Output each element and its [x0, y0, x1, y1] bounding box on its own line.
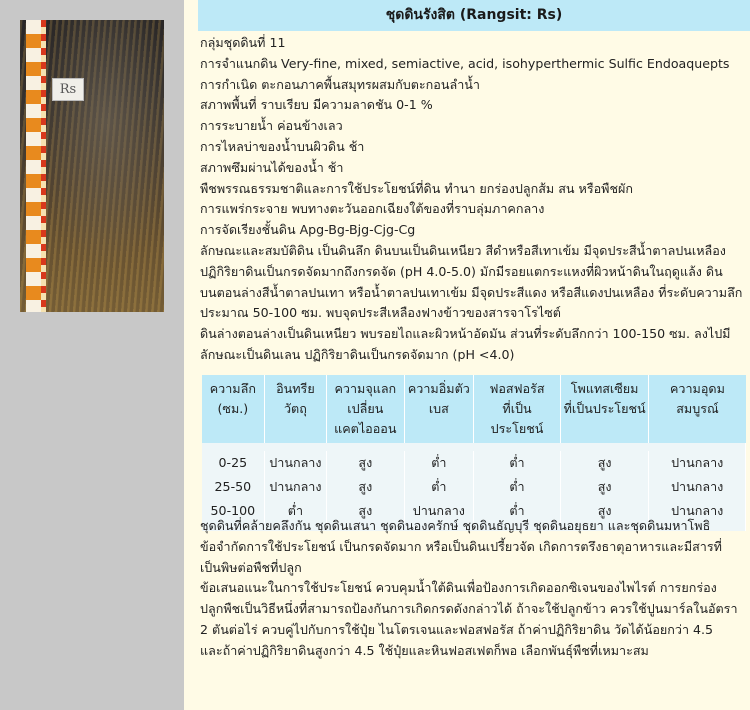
characteristics-line: ปฏิกิริยาดินเป็นกรดจัดมากถึงกรดจัด (pH 4.0-5.0) มักมีรอยแตกระแหงที่ผิวหน้าดินในฤดูแล้ง ดิน: [200, 263, 723, 279]
runoff-line: การไหลบ่าของน้ำบนผิวดิน ช้า: [200, 138, 365, 154]
header-organic-matter: อินทรีย วัตถุ: [264, 375, 326, 443]
ruler-strip: [41, 20, 46, 312]
suggestions-line: และถ้าค่าปฏิกิริยาดินสูงกว่า 4.5 ใช้ปุ๋ยและหินฟอสเฟตก็พอ เลือกพันธุ์พืชที่เหมาะสม: [200, 642, 649, 658]
page-title: ชุดดินรังสิต (Rangsit: Rs): [198, 0, 750, 31]
characteristics-line: บนตอนล่างสีน้ำตาลปนเทา หรือน้ำตาลปนเทาเข้ม มีจุดประสีแดง หรือสีแดงปนเหลือง ที่ระดับความลึก: [200, 284, 743, 300]
header-potassium: โพแทสเซียม ที่เป็นประโยชน์: [560, 375, 648, 443]
soil-code-label: Rs: [52, 78, 84, 101]
classification-line: การจำแนกดิน Very-fine, mixed, semiactive, acid, isohyperthermic Sulfic Endoaquepts: [200, 55, 730, 71]
header-base-saturation: ความอิ่มตัว เบส: [404, 375, 474, 443]
land-use-line: พืชพรรณธรรมชาติและการใช้ประโยชน์ที่ดิน ทำนา ยกร่องปลูกส้ม สน หรือพืชผัก: [200, 180, 633, 196]
characteristics-line: ประมาณ 50-100 ซม. พบจุดประสีเหลืองฟางข้าวของสารจาโรไซต์: [200, 305, 561, 321]
characteristics-line: ลักษณะและสมบัติดิน เป็นดินลึก ดินบนเป็นดินเหนียว สีดำหรือสีเทาเข้ม มีจุดประสีน้ำตาลปนเหลือง: [200, 242, 726, 258]
soil-description: [200, 33, 748, 366]
drainage-line: การระบายน้ำ ค่อนข้างเลว: [200, 118, 343, 134]
fertility-table: [202, 375, 746, 531]
characteristics-line: ลักษณะเป็นดินเลน ปฏิกิริยาดินเป็นกรดจัดมาก (pH <4.0): [200, 346, 515, 362]
distribution-line: การแพร่กระจาย พบทางตะวันออกเฉียงใต้ของที่ราบลุ่มภาคกลาง: [200, 201, 545, 217]
similar-soils-line: ชุดดินที่คล้ายคลึงกัน ชุดดินเสนา ชุดดินองครักษ์ ชุดดินธัญบุรี ชุดดินอยุธยา และชุดดินมหาโพธิ: [200, 518, 711, 533]
origin-line: การกำเนิด ตะกอนภาคพื้นสมุทรผสมกับตะกอนลำน้ำ: [200, 76, 480, 92]
table-row: 50-100 ต่ำ สูง ปานกลาง ต่ำ สูง ปานกลาง: [202, 499, 746, 523]
table-header-row: [202, 375, 746, 443]
content-panel: [184, 0, 750, 710]
suggestions-line: ข้อเสนอแนะในการใช้ประโยชน์ ควบคุมน้ำใต้ดินเพื่อป้องการเกิดออกซิเจนของไพไรต์ การยกร่อง: [200, 580, 717, 596]
horizon-sequence-line: การจัดเรียงชั้นดิน Apg-Bg-Bjg-Cjg-Cg: [200, 222, 416, 238]
table-row: 0-25 ปานกลาง สูง ต่ำ ต่ำ สูง ปานกลาง: [202, 451, 746, 475]
header-fertility: ความอุดม สมบูรณ์: [649, 375, 746, 443]
limitations-line: ข้อจำกัดการใช้ประโยชน์ เป็นกรดจัดมาก หรือเป็นดินเปรี้ยวจัด เกิดการตรึงธาตุอาหารและมีสารที่: [200, 538, 722, 554]
header-cec: ความจุแลก เปลี่ยน แคตไอออน: [327, 375, 404, 443]
table-row: 25-50 ปานกลาง สูง ต่ำ ต่ำ สูง ปานกลาง: [202, 475, 746, 499]
measuring-ruler: [26, 20, 41, 312]
header-depth: ความลึก (ซม.): [202, 375, 264, 443]
characteristics-line: ดินล่างตอนล่างเป็นดินเหนียว พบรอยไถและผิวหน้าอัดมัน ส่วนที่ระดับลึกกว่า 100-150 ซม. ลงไปมี: [200, 326, 731, 342]
header-phosphorus: ฟอสฟอรัส ที่เป็นประโยชน์: [474, 375, 561, 443]
soil-group-line: กลุ่มชุดดินที่ 11: [200, 35, 286, 50]
permeability-line: สภาพซึมผ่านได้ของน้ำ ช้า: [200, 159, 344, 175]
suggestions-line: ปลูกพืชเป็นวิธีหนึ่งที่สามารถป้องกันการเกิดกรดดังกล่าวได้ ถ้าจะใช้ปลูกข้าว ควรใช้ปูนมาร์ลในอัตรา: [200, 601, 738, 617]
suggestions-line: 2 ตันต่อไร่ ควบคู่ไปกับการใช้ปุ๋ย ไนโตรเจนและฟอสฟอรัส ถ้าค่าปฏิกิริยาดิน วัดได้น้อยกว่า 4.5: [200, 621, 714, 637]
recommendations: [200, 516, 748, 662]
soil-profile-photo: [20, 20, 164, 312]
limitations-line: เป็นพิษต่อพืชที่ปลูก: [200, 559, 302, 575]
terrain-line: สภาพพื้นที่ ราบเรียบ มีความลาดชัน 0-1 %: [200, 97, 433, 113]
